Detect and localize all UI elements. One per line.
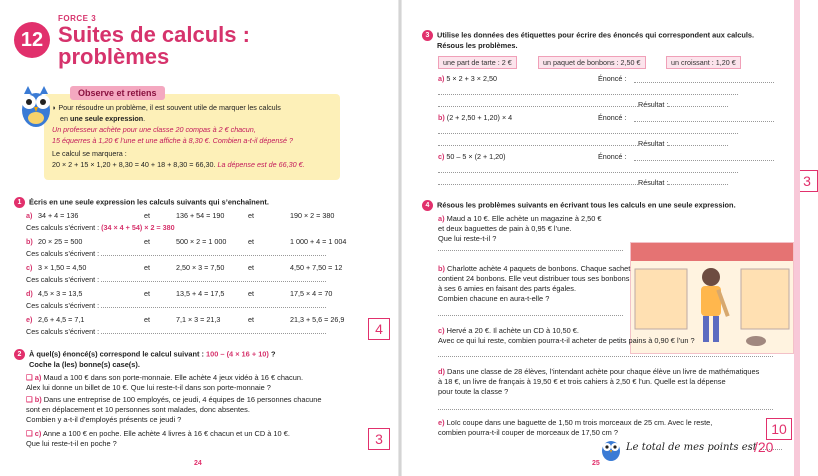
ex3-item-c[interactable]: c) 50 – 5 × (2 + 1,20) Énoncé : <box>438 152 506 161</box>
owl-small-icon <box>600 436 622 462</box>
ex4-problem-c: c) Hervé a 20 €. Il achète un CD à 10,50 €. Avec ce qui lui reste, combien pourra-t-il acheter de petits pains à 0,90 € l’un ? <box>438 326 695 345</box>
ex1-answer-c[interactable]: Ces calculs s’écrivent : <box>26 275 326 284</box>
ex2-option-a[interactable]: ❑ a) Maud a 100 € dans son porte-monnaie. Elle achète 4 jeux vidéo à 16 € chacun. Alex lui donne un billet de 10 €. Que lui reste-t-il dans son porte-monnaie ? <box>26 373 304 392</box>
right-page: 3 Utilise les données des étiquettes pour écrire des énoncés qui correspondent aux calculs. Résous les problèmes. une part de tarte : 2 € un paquet de bonbons : 2,50 € un croissant : 1,20 € a) 5 × 2 + 3 × 2,50 Énoncé : Résultat : b) (2 + 2,50 + 1,20) × 4 Énoncé : Résultat : c) 50 – 5 × (2 + 1,20) Énoncé : Résultat : 3 4 Résous les problèmes suivants en écrivant tous les calculs en une seule expression. a) Maud a 10 €. Elle achète un magazine à 2,50 € et deux baguettes de pain à 0,95 € l’une. Que lui reste-t-il ? b) Charlotte achète 4 paquets de bonbons. Chaque sachet contient 24 bonbons. Elle veut distribuer tous ses bonbons à ses 6 amies en faisant des parts égales. Combien chacune en aura-t-elle ? c) Hervé a 20 €. Il achète un CD à 10,50 €. Avec ce qui lui reste, combien pourra-t-il acheter de petits pains à 0,90 € l’un ? d) Dans une classe de 28 élèves, l’intendant achète pour chaque élève un livre de mathématiques à 18 €, un livre de français à 19,50 € et trois cahiers à 2,50 € l’un. Quelle est la dépense pour toute la classe ? e) Loïc coupe dans une baguette de 1,50 m trois morceaux de 25 cm. Avec le reste, combien pourra-t-il couper de morceaux de 17,50 cm ? 10 Le total de mes points est /20 25 <box>400 0 800 476</box>
ex2-score-box: 3 <box>368 428 390 450</box>
ex4-score-box: 10 <box>766 418 792 440</box>
exercise-3-heading: 3 Utilise les données des étiquettes pour écrire des énoncés qui correspondent aux calculs. Résous les problèmes. <box>422 30 762 51</box>
exercise-2-heading: 2 À quel(s) énoncé(s) correspond le calcul suivant : 100 – (4 × 16 + 10) ? Coche la (les) bonne(s) case(s). <box>14 349 384 370</box>
ex3-item-a[interactable]: a) 5 × 2 + 3 × 2,50 Énoncé : <box>438 74 497 83</box>
exercise-4-heading: 4 Résous les problèmes suivants en écrivant tous les calculs en une seule expression. <box>422 200 782 211</box>
ex4-problem-e: e) Loïc coupe dans une baguette de 1,50 m trois morceaux de 25 cm. Avec le reste, combien pourra-t-il couper de morceaux de 17,50 cm ? <box>438 418 713 437</box>
ex1-score-box: 4 <box>368 318 390 340</box>
checkbox-a[interactable]: ❑ <box>26 373 33 382</box>
ex1-answer-a: Ces calculs s’écrivent : (34 × 4 + 54) × 2 = 380 <box>26 223 175 232</box>
ex4-problem-a: a) Maud a 10 €. Elle achète un magazine à 2,50 € et deux baguettes de pain à 0,95 € l’une. Que lui reste-t-il ? <box>438 214 602 243</box>
page-edge-strip <box>794 0 800 476</box>
tag-tarte: une part de tarte : 2 € <box>438 56 517 69</box>
tag-bonbons: un paquet de bonbons : 2,50 € <box>538 56 646 69</box>
total-label: Le total de mes points est <box>626 442 782 453</box>
ex2-option-b[interactable]: ❑ b) Dans une entreprise de 100 employés, ce jeudi, 4 équipes de 16 personnes chacune sont en déplacement et 10 personnes sont malades, donc absentes. Combien y a-t-il d’employés présents ce jeudi ? <box>26 395 322 424</box>
observe-tag: Observe et retiens <box>70 86 165 100</box>
tag-croissant: un croissant : 1,20 € <box>666 56 741 69</box>
observe-text: ◗ Pour résoudre un problème, il est souvent utile de marquer les calculs en une seule expression. Un professeur achète pour une classe 20 compas à 2 € chacun, 15 équerres à 1,20 € l’une et une affiche à 8,30 €. Combien a-t-il dépensé ? Le calcul se marquera : 20 × 2 + 15 × 1,20 + 8,30 = 40 + 18 + 8,30 = 66,30. La dépense est de 66,30 €. <box>52 103 305 169</box>
total-score: /20 <box>754 439 774 455</box>
ex3-item-b[interactable]: b) (2 + 2,50 + 1,20) × 4 Énoncé : <box>438 113 512 122</box>
chapter-number-badge: 12 <box>14 22 50 58</box>
ex4-problem-d: d) Dans une classe de 28 élèves, l’intendant achète pour chaque élève un livre de mathématiques à 18 €, un livre de français à 19,50 € et trois cahiers à 2,50 € l’un. Quelle est la dépense pour toute la classe ? <box>438 367 760 396</box>
page-number-left: 24 <box>194 460 202 467</box>
ex3-score-box: 3 <box>796 170 818 192</box>
ex2-option-c[interactable]: ❑ c) Anne a 100 € en poche. Elle achète 4 livres à 16 € chacun et un CD à 10 €. Que lui reste-t-il en poche ? <box>26 429 290 448</box>
ex4-problem-b: b) Charlotte achète 4 paquets de bonbons. Chaque sachet contient 24 bonbons. Elle veut distribuer tous ses bonbons à ses 6 amies en faisant des parts égales. Combien chacune en aura-t-elle ? <box>438 264 631 303</box>
ex1-answer-d[interactable]: Ces calculs s’écrivent : <box>26 301 326 310</box>
ex1-answer-b[interactable]: Ces calculs s’écrivent : <box>26 249 326 258</box>
force-label: FORCE 3 <box>58 14 97 23</box>
owl-mascot-icon <box>16 82 56 130</box>
page-title: Suites de calculs : problèmes <box>58 22 250 69</box>
ex1-answer-e[interactable]: Ces calculs s’écrivent : <box>26 327 326 336</box>
checkbox-b[interactable]: ❑ <box>26 395 33 404</box>
exercise-1-heading: 1 Écris en une seule expression les calculs suivants qui s’enchaînent. <box>14 197 269 208</box>
left-page: FORCE 3 12 Suites de calculs : problèmes Observe et retiens ◗ Pour résoudre un problème, il est souvent utile de marquer les calculs en une seule expression. Un professeur achète pour une classe 20 compas à 2 € chacun, 15 équerres à 1,20 € l’une et une affiche à 8,30 €. Combien a-t-il dépensé ? Le calcul se marquera : 20 × 2 + 15 × 1,20 + 8,30 = 40 + 18 + 8,30 = 66,30. La dépense est de 66,30 €. 1 Écris en une seule expression les calculs suivants qui s’enchaînent. a) 34 + 4 = 136 et 136 + 54 = 190 et 190 × 2 = 380 Ces calculs s’écrivent : (34 × 4 + 54) × 2 = 380 b) 20 × 25 = 500 et 500 × 2 = 1 000 et 1 000 + 4 = 1 004 Ces calculs s’écrivent : c) 3 × 1,50 = 4,50 et 2,50 × 3 = 7,50 et 4,50 + 7,50 = 12 Ces calculs s’écrivent : d) 4,5 × 3 = 13,5 et 13,5 + 4 = 17,5 et 17,5 × 4 = 70 Ces calculs s’écrivent : e) 2,6 + 4,5 = 7,1 et 7,1 × 3 = 21,3 et 21,3 + 5,6 = 26,9 Ces calculs s’écrivent : 4 2 À quel(s) énoncé(s) correspond le calcul suivant : 100 – (4 × 16 + 10) ? Coche la (les) bonne(s) case(s). ❑ a) Maud a 100 € dans son porte-monnaie. Elle achète 4 jeux vidéo à 16 € chacun. Alex lui donne un billet de 10 €. Que lui reste-t-il dans son porte-monnaie ? ❑ b) Dans une entreprise de 100 employés, ce jeudi, 4 équipes de 16 personnes chacune sont en déplacement et 10 personnes sont malades, donc absentes. Combien y a-t-il d’employés présents ce jeudi ? ❑ c) Anne a 100 € en poche. Elle achète 4 livres à 16 € chacun et un CD à 10 €. Que lui reste-t-il en poche ? 3 24 <box>0 0 400 476</box>
checkbox-c[interactable]: ❑ <box>26 429 33 438</box>
page-number-right: 25 <box>592 460 600 467</box>
